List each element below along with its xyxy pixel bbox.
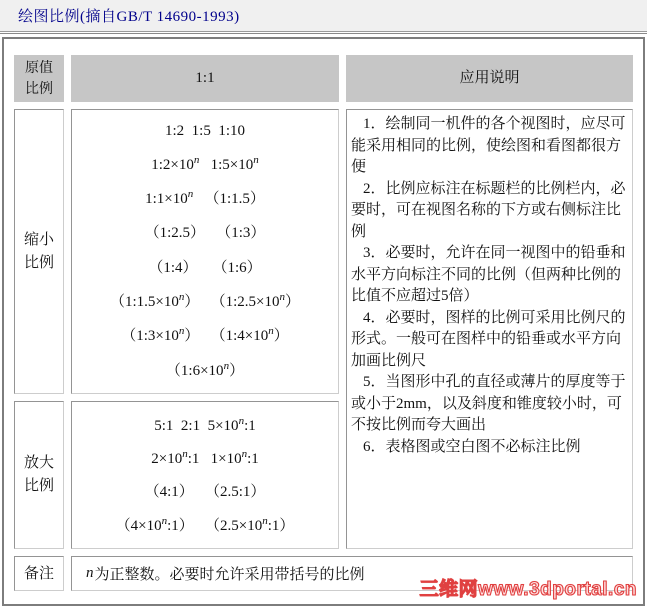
application-notes-cell bbox=[346, 109, 633, 549]
content-panel bbox=[2, 37, 645, 606]
remark-text: 为正整数。必要时允许采用带括号的比例 bbox=[94, 567, 365, 583]
reduction-scale-line: （1:4） （1:6） bbox=[148, 259, 262, 276]
reduction-scale-line: $(1:1.5\times 10^n)$ $(1:2.5\times 10^n)$ bbox=[109, 290, 301, 310]
application-note: 3．必要时，允许在同一视图中的铅垂和水平方向标注不同的比例（但两种比例的比值不应超过5倍） bbox=[351, 245, 626, 304]
scale-table bbox=[14, 55, 633, 591]
application-note: 6．表格图或空白图不必标注比例 bbox=[363, 438, 581, 455]
application-note: 2．比例应标注在标题栏的比例栏内，必要时，可在视图名称的下方或右侧标注比例 bbox=[351, 180, 626, 240]
reduction-scale-line: $(1:3\times 10^n)$ $(1:4\times 10^n)$ bbox=[121, 325, 289, 345]
application-note: 1．绘制同一机件的各个视图时，应尽可能采用相同的比例，使绘图和看图都很方便 bbox=[351, 116, 626, 175]
watermark: 三维网www.3dportal.cn bbox=[419, 579, 637, 600]
header-cell-application-notes bbox=[346, 55, 633, 102]
header-original-line1: 原值 bbox=[25, 60, 53, 76]
header-one-to-one-label: 1:1 bbox=[195, 70, 215, 86]
title-divider bbox=[0, 32, 647, 34]
header-original-line2: 比例 bbox=[25, 81, 53, 97]
header-cell-one-to-one bbox=[71, 55, 339, 102]
enlargement-scale-line: 5:1 2:1 $5\times 10^n:1$ bbox=[154, 414, 256, 434]
enlargement-label-line2: 比例 bbox=[23, 478, 54, 494]
reduction-scale-line: （1:2.5） （1:3） bbox=[144, 225, 266, 242]
header-cell-original-scale bbox=[14, 55, 64, 102]
remark-label: 备注 bbox=[23, 565, 54, 582]
enlargement-scale-line: $2\times 10^n:1$ $1\times 10^n:1$ bbox=[151, 447, 259, 467]
enlargement-scales-cell bbox=[71, 401, 339, 549]
remark-variable: n bbox=[86, 565, 94, 581]
reduction-scale-line: 1:2 1:5 1:10 bbox=[164, 123, 245, 140]
window-title-bar bbox=[0, 0, 647, 32]
reduction-label-line1: 缩小 bbox=[23, 231, 54, 248]
reduction-scale-line: $1:2\times 10^n$ $1:5\times 10^n$ bbox=[151, 153, 259, 173]
page-title: 绘图比例(摘自GB/T 14690-1993) bbox=[18, 9, 240, 25]
reduction-label-line2: 比例 bbox=[23, 254, 54, 271]
row-label-enlargement-scale bbox=[14, 401, 64, 549]
reduction-scale-line: $1:1\times 10^n$ （1:1.5） bbox=[145, 187, 265, 207]
row-label-reduction-scale bbox=[14, 109, 64, 394]
reduction-scales-cell bbox=[71, 109, 339, 394]
application-note: 5．当图形中孔的直径或薄片的厚度等于或小于2mm，以及斜度和锥度较小时，可不按比例而夸大画出 bbox=[351, 374, 626, 433]
enlargement-scale-line: （4:1） （2.5:1） bbox=[144, 484, 266, 501]
reduction-scale-line: $(1:6\times 10^n)$ bbox=[165, 359, 245, 379]
row-label-remark bbox=[14, 556, 64, 591]
header-application-notes-label: 应用说明 bbox=[459, 70, 520, 86]
application-note: 4．必要时，图样的比例可采用比例尺的形式。一般可在图样中的铅垂或水平方向加画比例尺 bbox=[351, 309, 626, 369]
enlargement-label-line1: 放大 bbox=[23, 455, 54, 471]
enlargement-scale-line: $(4\times 10^n:1)$ $(2.5\times 10^n:1)$ bbox=[115, 515, 295, 535]
